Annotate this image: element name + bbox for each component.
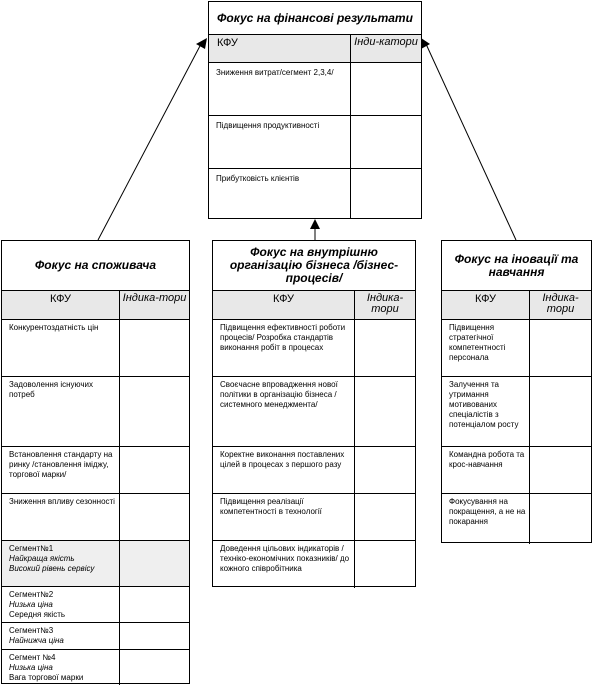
segment-name: Сегмент №4 (9, 653, 56, 662)
internal-row-kfu: Своєчасне впровадження нової політики в організацію бізнеса /системного менеджмента/ (213, 377, 355, 446)
internal-row (213, 541, 415, 588)
innovation-row-indicator (530, 377, 591, 446)
segment-line1: Низька ціна (9, 663, 53, 672)
customer-row-kfu: Конкурентоздатність цін (2, 320, 120, 376)
innovation-row-kfu: Залучення та утримання мотивованих спеціалістів з потенціалом росту (442, 377, 530, 446)
customer-row-kfu: Задоволення існуючих потреб (2, 377, 120, 446)
internal-row-indicator (355, 447, 415, 493)
segment-indicator (120, 623, 189, 649)
innovation-row (442, 447, 591, 494)
internal-row (213, 320, 415, 377)
segment-line2: Середня якість (9, 610, 66, 619)
customer-row (2, 320, 189, 377)
innovation-row-kfu: Командна робота та крос-навчання (442, 447, 530, 493)
financial-col-indicators: Інди-катори (354, 36, 418, 48)
financial-col-kfu: КФУ (209, 35, 351, 62)
customer-segment-row (2, 623, 189, 650)
internal-row-kfu: Коректне виконання поставлених цілей в процесах з першого разу (213, 447, 355, 493)
customer-row (2, 377, 189, 447)
segment-kfu (2, 650, 120, 685)
internal-row-indicator (355, 494, 415, 540)
financial-row-kfu: Зниження витрат/сегмент 2,3,4/ (209, 63, 351, 115)
customer-row (2, 447, 189, 494)
financial-row (209, 169, 421, 218)
customer-title: Фокус на споживача (34, 258, 157, 272)
financial-row (209, 116, 421, 169)
internal-row (213, 377, 415, 447)
financial-row-kfu: Прибутковість клієнтів (209, 169, 351, 218)
innovation-row-indicator (530, 320, 591, 376)
internal-title: Фокус на внутрішню організацію бізнеса /бізнес-процесів/ (229, 245, 399, 285)
customer-row-indicator (120, 320, 189, 376)
financial-row-indicator (351, 116, 421, 168)
internal-col-kfu: КФУ (213, 291, 355, 319)
internal-col-indicators: Індика-тори (366, 292, 404, 315)
financial-focus-box (208, 1, 422, 219)
customer-row-kfu: Встановлення стандарту на ринку /становлення іміджу, торгової марки/ (2, 447, 120, 493)
arrowhead-left (196, 38, 207, 49)
segment-indicator (120, 587, 189, 622)
innovation-col-indicators: Індика-тори (542, 292, 579, 315)
innovation-col-kfu: КФУ (442, 291, 530, 319)
innovation-row-kfu: Підвищення стратегічної компетентності персонала (442, 320, 530, 376)
customer-col-kfu: КФУ (2, 291, 120, 319)
innovation-to-financial-arrow (426, 44, 516, 240)
segment-name: Сегмент№3 (9, 626, 54, 635)
innovation-row-kfu: Фокусування на покращення, а не на покарання (442, 494, 530, 544)
financial-row (209, 63, 421, 116)
internal-row-kfu: Підвищення ефективності роботи процесів/ Розробка стандартів виконання робіт в процесах (213, 320, 355, 376)
customer-row-kfu: Зниження впливу сезонності (2, 494, 120, 540)
customer-to-financial-arrow (98, 44, 201, 240)
innovation-focus-box (441, 240, 592, 543)
customer-row-indicator (120, 494, 189, 540)
segment-kfu (2, 623, 120, 649)
customer-segment-row (2, 541, 189, 587)
innovation-row (442, 377, 591, 447)
customer-focus-box (1, 240, 190, 684)
segment-name: Сегмент№2 (9, 590, 54, 599)
financial-row-indicator (351, 169, 421, 218)
customer-col-indicators: Індика-тори (122, 292, 187, 304)
financial-row-kfu: Підвищення продуктивності (209, 116, 351, 168)
arrowhead-right (421, 38, 430, 49)
internal-row (213, 447, 415, 494)
internal-row-indicator (355, 377, 415, 446)
innovation-header (442, 290, 591, 320)
arrowhead-center (310, 219, 320, 229)
segment-indicator (120, 541, 189, 586)
customer-segment-row (2, 587, 189, 623)
segment-kfu (2, 587, 120, 622)
customer-row-indicator (120, 447, 189, 493)
financial-header (209, 34, 421, 63)
internal-row-indicator (355, 320, 415, 376)
internal-row-indicator (355, 541, 415, 588)
innovation-row-indicator (530, 494, 591, 544)
segment-line2: Вага торгової марки (9, 673, 84, 682)
internal-focus-box (212, 240, 416, 587)
innovation-row-indicator (530, 447, 591, 493)
customer-segment-row (2, 650, 189, 685)
segment-line1: Найнижча ціна (9, 636, 64, 645)
customer-header (2, 290, 189, 320)
internal-header (213, 290, 415, 320)
internal-row (213, 494, 415, 541)
segment-line1: Низька ціна (9, 600, 53, 609)
innovation-title: Фокус на іновації та навчання (454, 251, 579, 279)
internal-row-kfu: Доведення цільових індикаторів /техніко-економічних показників/ до кожного співробітника (213, 541, 355, 588)
customer-row (2, 494, 189, 541)
segment-indicator (120, 650, 189, 685)
financial-row-indicator (351, 63, 421, 115)
customer-row-indicator (120, 377, 189, 446)
innovation-row (442, 494, 591, 544)
segment-name: Сегмент№1 (9, 544, 54, 553)
segment-line1: Найкраща якість (9, 554, 75, 563)
segment-kfu (2, 541, 120, 586)
segment-line2: Високий рівень сервісу (9, 564, 95, 573)
innovation-row (442, 320, 591, 377)
financial-title: Фокус на фінансові результати (217, 10, 413, 25)
internal-row-kfu: Підвищення реалізації компетентності в технології (213, 494, 355, 540)
